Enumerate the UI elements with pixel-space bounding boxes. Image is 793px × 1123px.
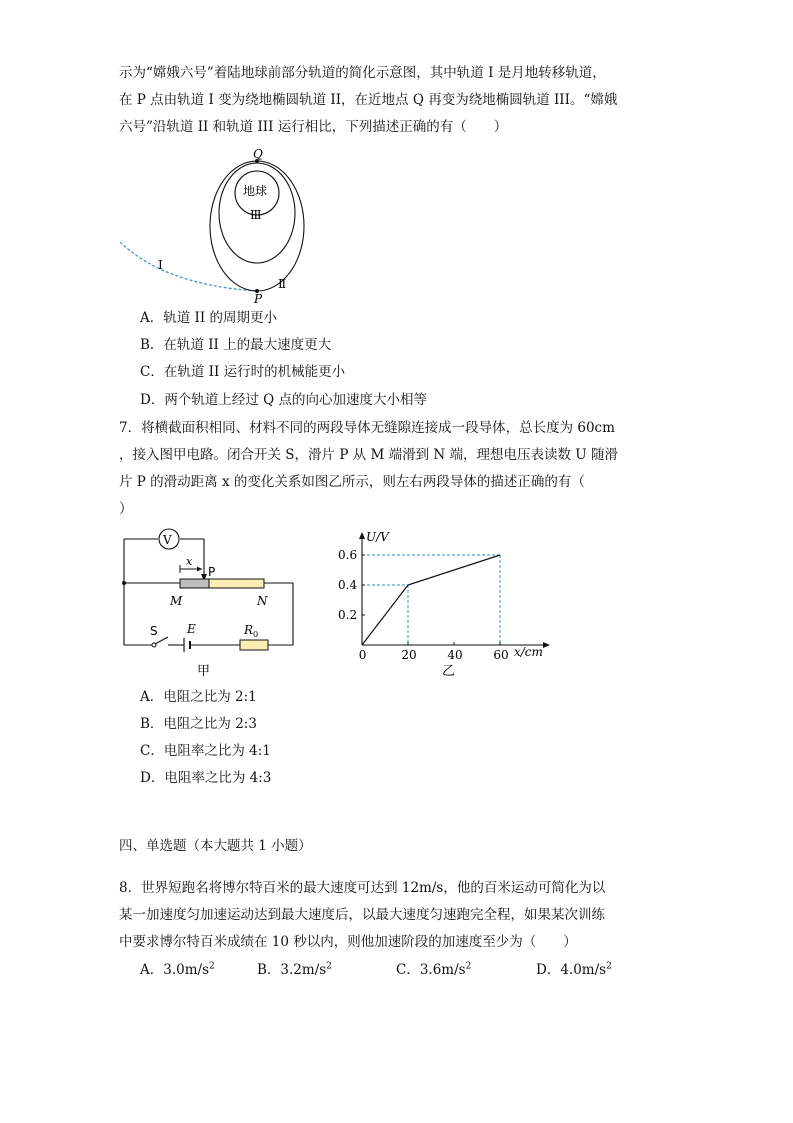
q8-stem-line-2: 某一加速度匀加速运动达到最大速度后，以最大速度匀速跑完全程，如果某次训练 bbox=[119, 907, 605, 923]
y-tick-label-0.2: 0.2 bbox=[338, 608, 358, 622]
orbit-figure bbox=[110, 145, 310, 305]
section-4-heading: 四、单选题（本大题共 1 小题） bbox=[119, 838, 312, 854]
series-line-0 bbox=[362, 555, 500, 645]
y-axis-label: U/V bbox=[366, 530, 389, 544]
q7-stem-line-4: ） bbox=[119, 501, 133, 517]
x-tick-label-0: 0 bbox=[358, 648, 367, 662]
right-conductor bbox=[209, 579, 264, 588]
resistor-label: $R_0$ bbox=[244, 623, 259, 639]
q8-option-d: D．$4.0m/s^2$ bbox=[536, 961, 612, 978]
ux-chart bbox=[330, 525, 560, 680]
x-tick-label-60: 60 bbox=[493, 648, 509, 662]
end-n-label: N bbox=[257, 594, 268, 608]
q7-option-c: C．电阻率之比为 4:1 bbox=[140, 743, 271, 759]
emf-label: E bbox=[187, 622, 196, 636]
q7-option-b: B．电阻之比为 2:3 bbox=[140, 716, 257, 732]
earth-label: 地球 bbox=[243, 184, 268, 198]
switch-lever bbox=[155, 637, 168, 644]
q6-option-b: B．在轨道 II 上的最大速度更大 bbox=[140, 337, 332, 353]
q7-stem-line-1: 7．将横截面积相同、材料不同的两段导体无缝隙连接成一段导体，总长度为 60cm bbox=[119, 420, 615, 436]
x-axis-label: x/cm bbox=[514, 645, 543, 659]
switch-label: S bbox=[150, 624, 158, 638]
q8-option-c: C．$3.6m/s^2$ bbox=[396, 961, 472, 978]
q8-stem-line-1: 8．世界短跑名将博尔特百米的最大速度可达到 12m/s，他的百米运动可简化为以 bbox=[119, 880, 606, 896]
orbit-1-label: I bbox=[158, 258, 163, 272]
circuit-figure bbox=[118, 525, 303, 680]
resistor-r0 bbox=[240, 640, 268, 650]
x-arrow-head bbox=[197, 567, 202, 572]
q8-option-a: A．$3.0m/s^2$ bbox=[140, 961, 215, 978]
q7-option-d: D．电阻率之比为 4:3 bbox=[140, 770, 272, 786]
orbit-1-path bbox=[120, 242, 257, 291]
chart-caption: 乙 bbox=[442, 664, 456, 679]
junction-dot bbox=[122, 581, 126, 585]
orbit-3-label: Ⅲ bbox=[250, 208, 262, 222]
slider-label: P bbox=[208, 565, 216, 579]
left-conductor bbox=[180, 579, 209, 588]
y-tick-label-0.4: 0.4 bbox=[338, 578, 358, 592]
q6-stem-line-2: 在 P 点由轨道 I 变为绕地椭圆轨道 II，在近地点 Q 再变为绕地椭圆轨道 III。“嫦娥 bbox=[119, 92, 618, 108]
x-tick-label-20: 20 bbox=[401, 648, 417, 662]
y-axis-arrow bbox=[359, 532, 365, 539]
circuit-caption: 甲 bbox=[197, 664, 211, 679]
point-p-label: P bbox=[254, 292, 263, 305]
y-tick-label-0.6: 0.6 bbox=[338, 548, 358, 562]
q8-stem-line-3: 中要求博尔特百米成绩在 10 秒以内，则他加速阶段的加速度至少为（ ） bbox=[119, 934, 577, 950]
q6-option-c: C．在轨道 II 运行时的机械能更小 bbox=[140, 364, 346, 380]
q7-stem-line-2: ，接入图甲电路。闭合开关 S，滑片 P 从 M 端滑到 N 端，理想电压表读数 U 随滑 bbox=[119, 447, 618, 463]
x-axis-arrow bbox=[543, 642, 550, 648]
voltmeter-label: V bbox=[163, 533, 172, 547]
end-m-label: M bbox=[170, 594, 183, 608]
point-q-label: Q bbox=[253, 147, 263, 161]
q6-option-d: D．两个轨道上经过 Q 点的向心加速度大小相等 bbox=[140, 392, 427, 408]
q6-option-a: A．轨道 II 的周期更小 bbox=[140, 310, 277, 326]
q6-stem-line-1: 示为“嫦娥六号”着陆地球前部分轨道的简化示意图，其中轨道 I 是月地转移轨道， bbox=[119, 65, 606, 81]
orbit-2-label: Ⅱ bbox=[278, 277, 287, 291]
wire-right bbox=[264, 583, 293, 645]
orbit-2-ellipse bbox=[210, 161, 304, 291]
q7-option-a: A．电阻之比为 2:1 bbox=[140, 689, 257, 705]
q7-stem-line-3: 片 P 的滑动距离 x 的变化关系如图乙所示，则左右两段导体的描述正确的有（ bbox=[119, 474, 585, 490]
q6-stem-line-3: 六号”沿轨道 II 和轨道 III 运行相比，下列描述正确的有（ ） bbox=[119, 119, 508, 135]
x-tick-label-40: 40 bbox=[447, 648, 463, 662]
q8-option-b: B．$3.2m/s^2$ bbox=[257, 961, 332, 978]
x-label: x bbox=[186, 555, 193, 568]
wire-left bbox=[124, 539, 152, 645]
